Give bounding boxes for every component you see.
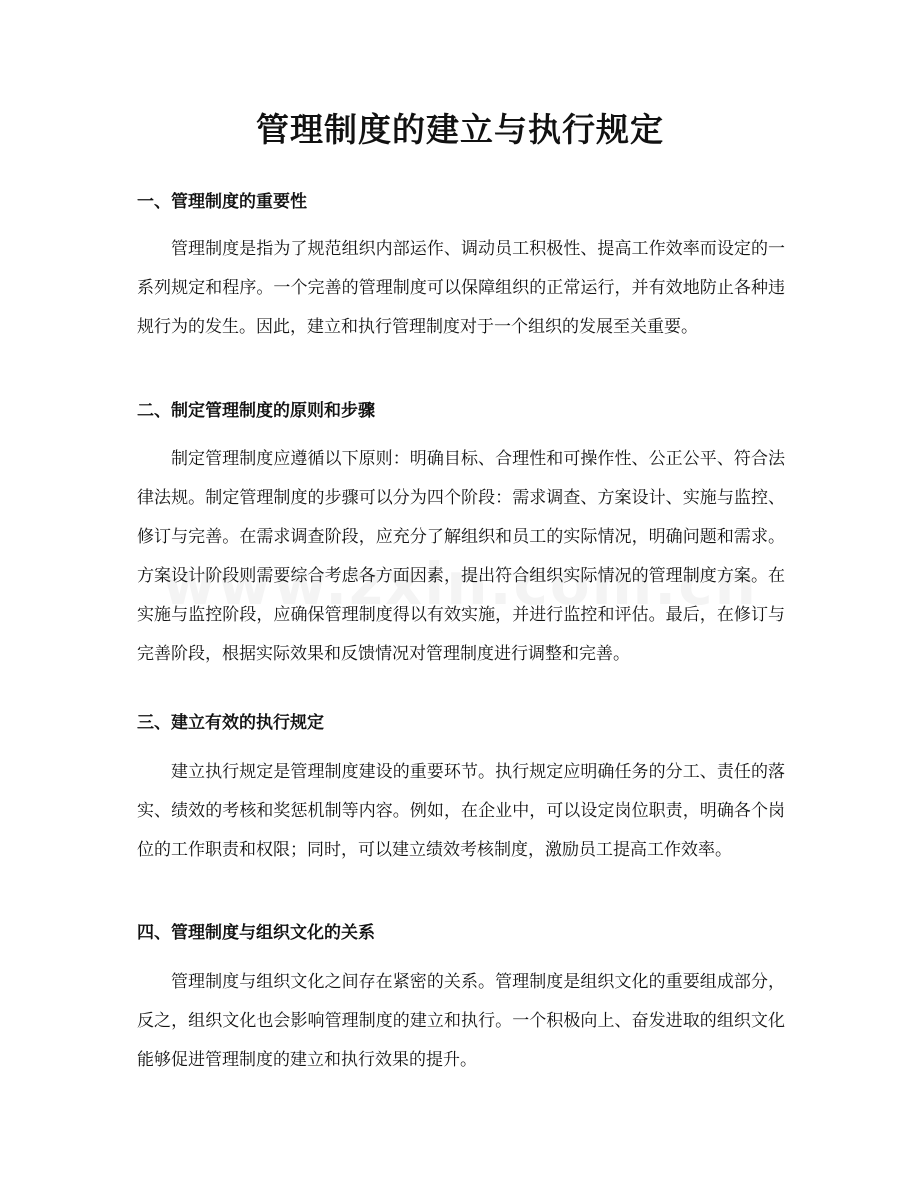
section-body-4: 管理制度与组织文化之间存在紧密的关系。管理制度是组织文化的重要组成部分，反之，组织文化也会影响管理制度的建立和执行。一个积极向上、奋发进取的组织文化能够促进管理制度的建立和执行效果的提升。 <box>137 972 785 1070</box>
document-title: 管理制度的建立与执行规定 <box>256 110 664 149</box>
section-heading-1: 一、管理制度的重要性 <box>137 192 307 212</box>
section-heading-4: 四、管理制度与组织文化的关系 <box>137 923 375 943</box>
section-body-3: 建立执行规定是管理制度建设的重要环节。执行规定应明确任务的分工、责任的落实、绩效的考核和奖惩机制等内容。例如，在企业中，可以设定岗位职责，明确各个岗位的工作职责和权限；同时，可以建立绩效考核制度，激励员工提高工作效率。 <box>137 762 785 860</box>
section-body-1: 管理制度是指为了规范组织内部运作、调动员工积极性、提高工作效率而设定的一系列规定和程序。一个完善的管理制度可以保障组织的正常运行，并有效地防止各种违规行为的发生。因此，建立和执行管理制度对于一个组织的发展至关重要。 <box>137 239 785 337</box>
section-heading-3: 三、建立有效的执行规定 <box>137 713 324 733</box>
section-heading-2: 二、制定管理制度的原则和步骤 <box>137 401 375 421</box>
section-body-2: 制定管理制度应遵循以下原则：明确目标、合理性和可操作性、公正公平、符合法律法规。制定管理制度的步骤可以分为四个阶段：需求调查、方案设计、实施与监控、修订与完善。在需求调查阶段，应充分了解组织和员工的实际情况，明确问题和需求。方案设计阶段则需要综合考虑各方面因素，提出符合组织实际情况的管理制度方案。在实施与监控阶段，应确保管理制度得以有效实施，并进行监控和评估。最后，在修订与完善阶段，根据实际效果和反馈情况对管理制度进行调整和完善。 <box>137 449 785 664</box>
